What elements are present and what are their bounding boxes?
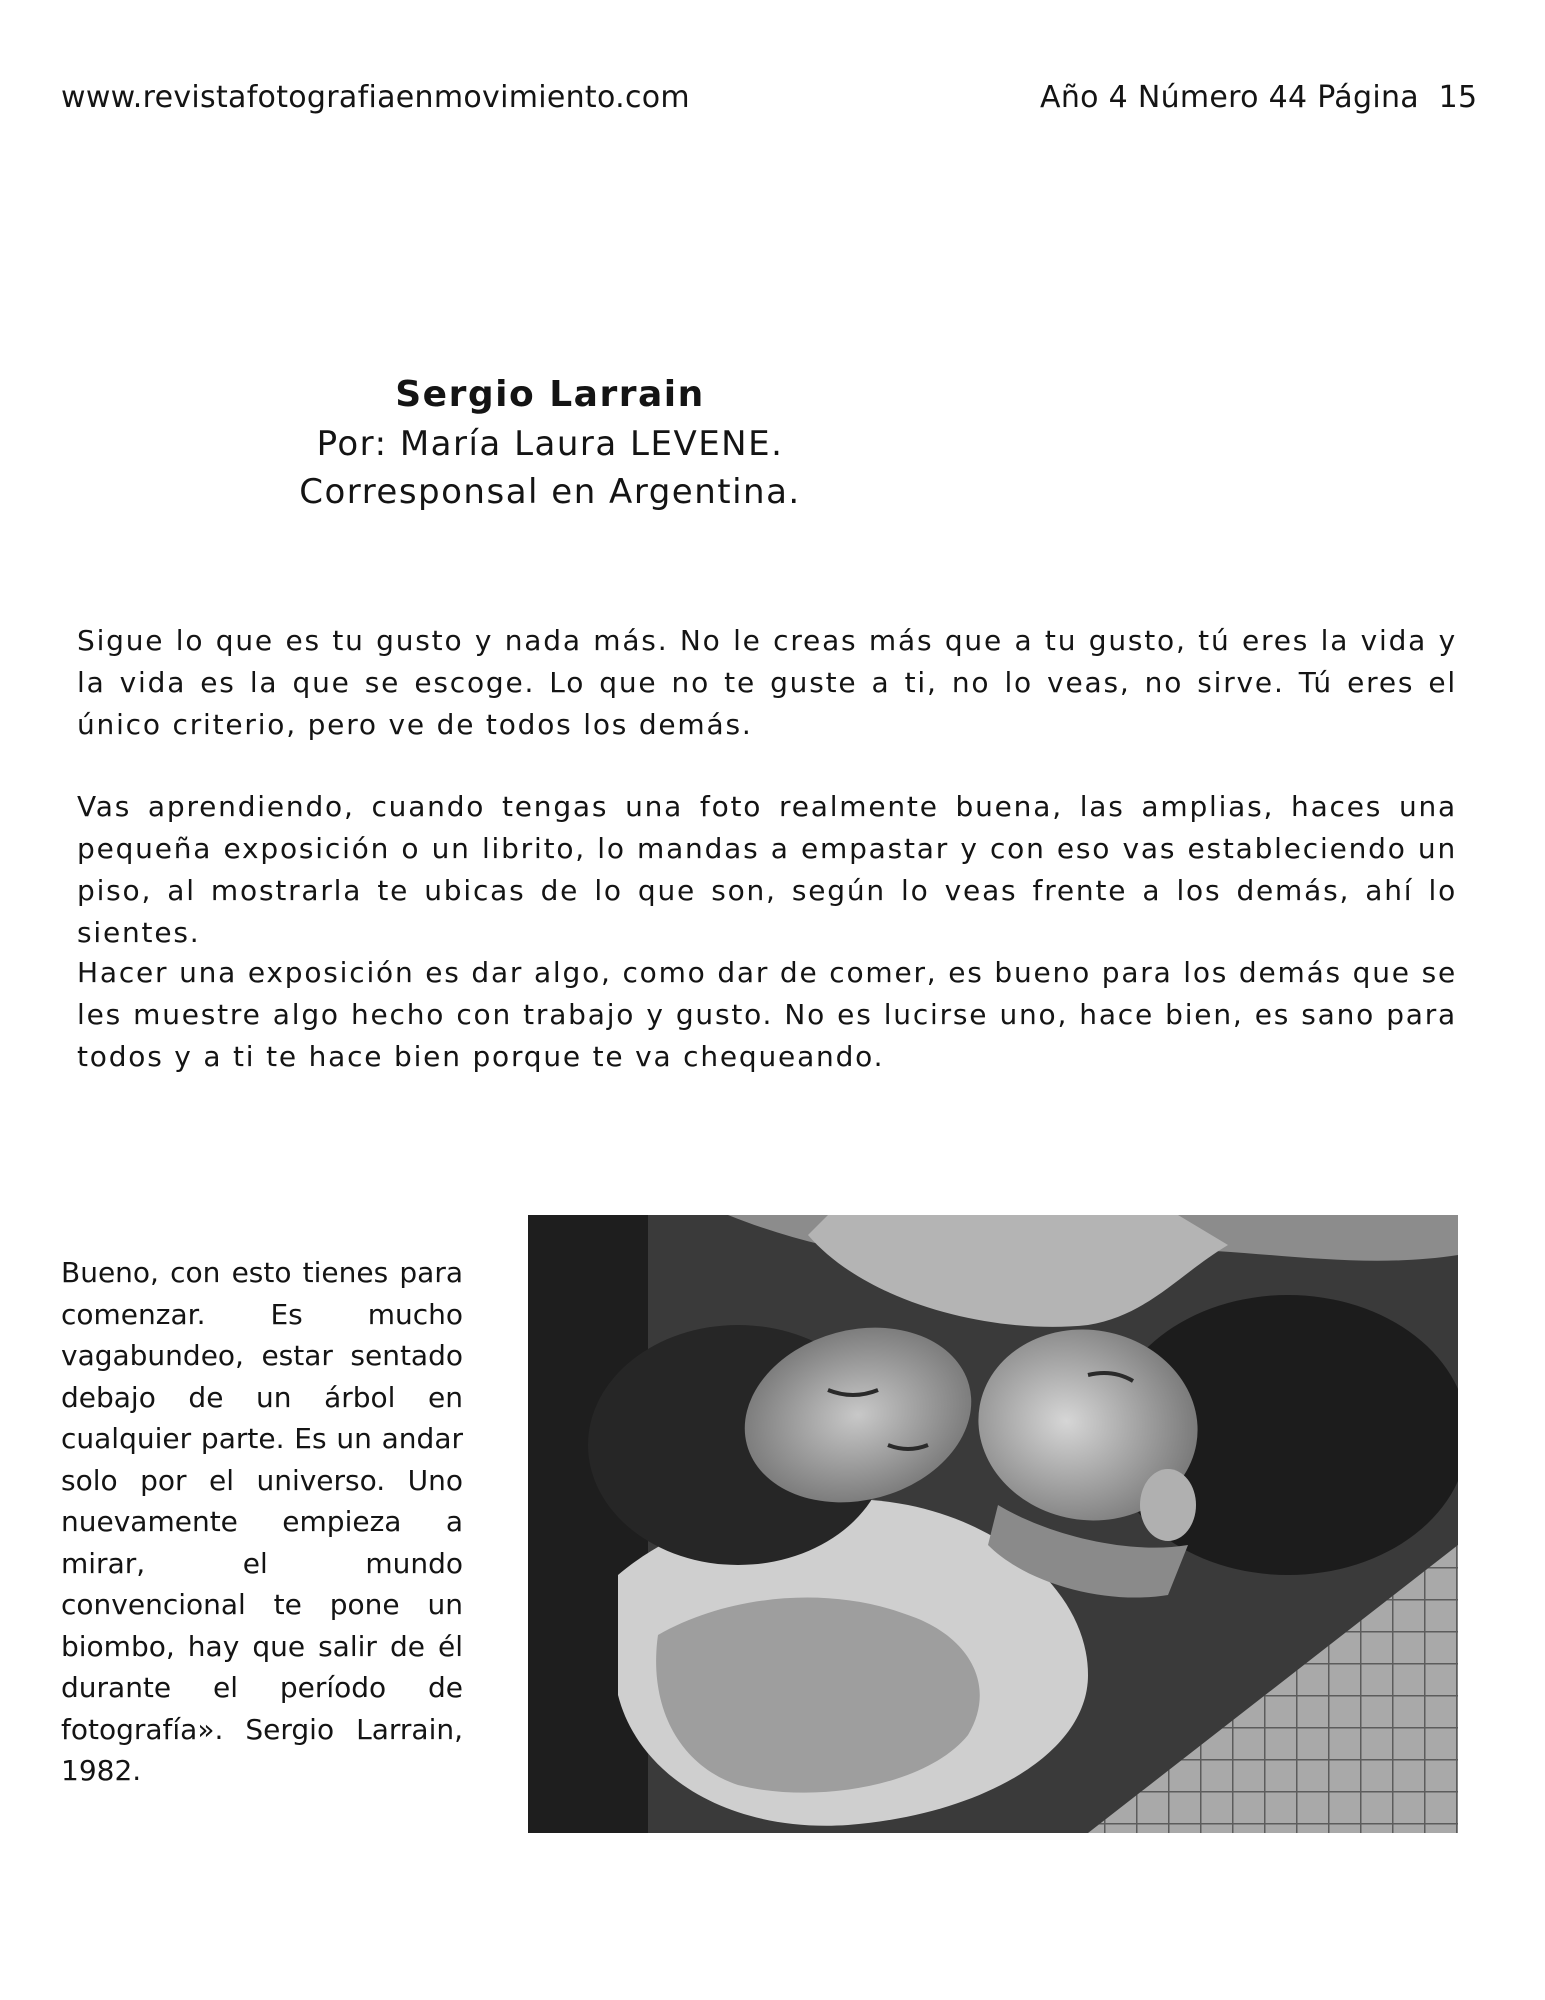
- issue-page-info: Año 4 Número 44 Página 15: [1040, 80, 1478, 115]
- article-heading: [200, 370, 900, 516]
- quote-paragraph: Sigue lo que es tu gusto y nada más. No le creas más que a tu gusto, tú eres la vida y la vida es la que se escoge. Lo que no te guste a ti, no lo veas, no sirve. Tú eres el único criterio, pero ve de todos los demás.: [77, 624, 1457, 741]
- author-role: Corresponsal en Argentina.: [299, 472, 801, 512]
- photo-caption: Bueno, con esto tienes para comenzar. Es mucho vagabundeo, estar sentado debajo de un árbol en cualquier parte. Es un andar solo por el universo. Uno nuevamente empieza a mirar, el mundo convencional te pone un biombo, hay que salir de él durante el período de fotografía». Sergio Larrain, 1982.: [61, 1256, 463, 1787]
- article-byline: Por: María Laura LEVENE.: [316, 424, 784, 464]
- quote-paragraph: Vas aprendiendo, cuando tengas una foto realmente buena, las amplias, haces una pequeña exposición o un librito, lo mandas a empastar y con eso vas estableciendo un piso, al mostrarla te ubicas de lo que son, según lo veas frente a los demás, ahí lo sientes.: [77, 790, 1457, 949]
- photograph-sleeping-children: [528, 1215, 1458, 1833]
- article-title: Sergio Larrain: [395, 374, 705, 415]
- website-url: www.revistafotografiaenmovimiento.com: [61, 80, 690, 115]
- quote-paragraph: Hacer una exposición es dar algo, como dar de comer, es bueno para los demás que se les muestre algo hecho con trabajo y gusto. No es lucirse uno, hace bien, es sano para todos y a ti te hace bien porque te va chequeando.: [77, 956, 1457, 1073]
